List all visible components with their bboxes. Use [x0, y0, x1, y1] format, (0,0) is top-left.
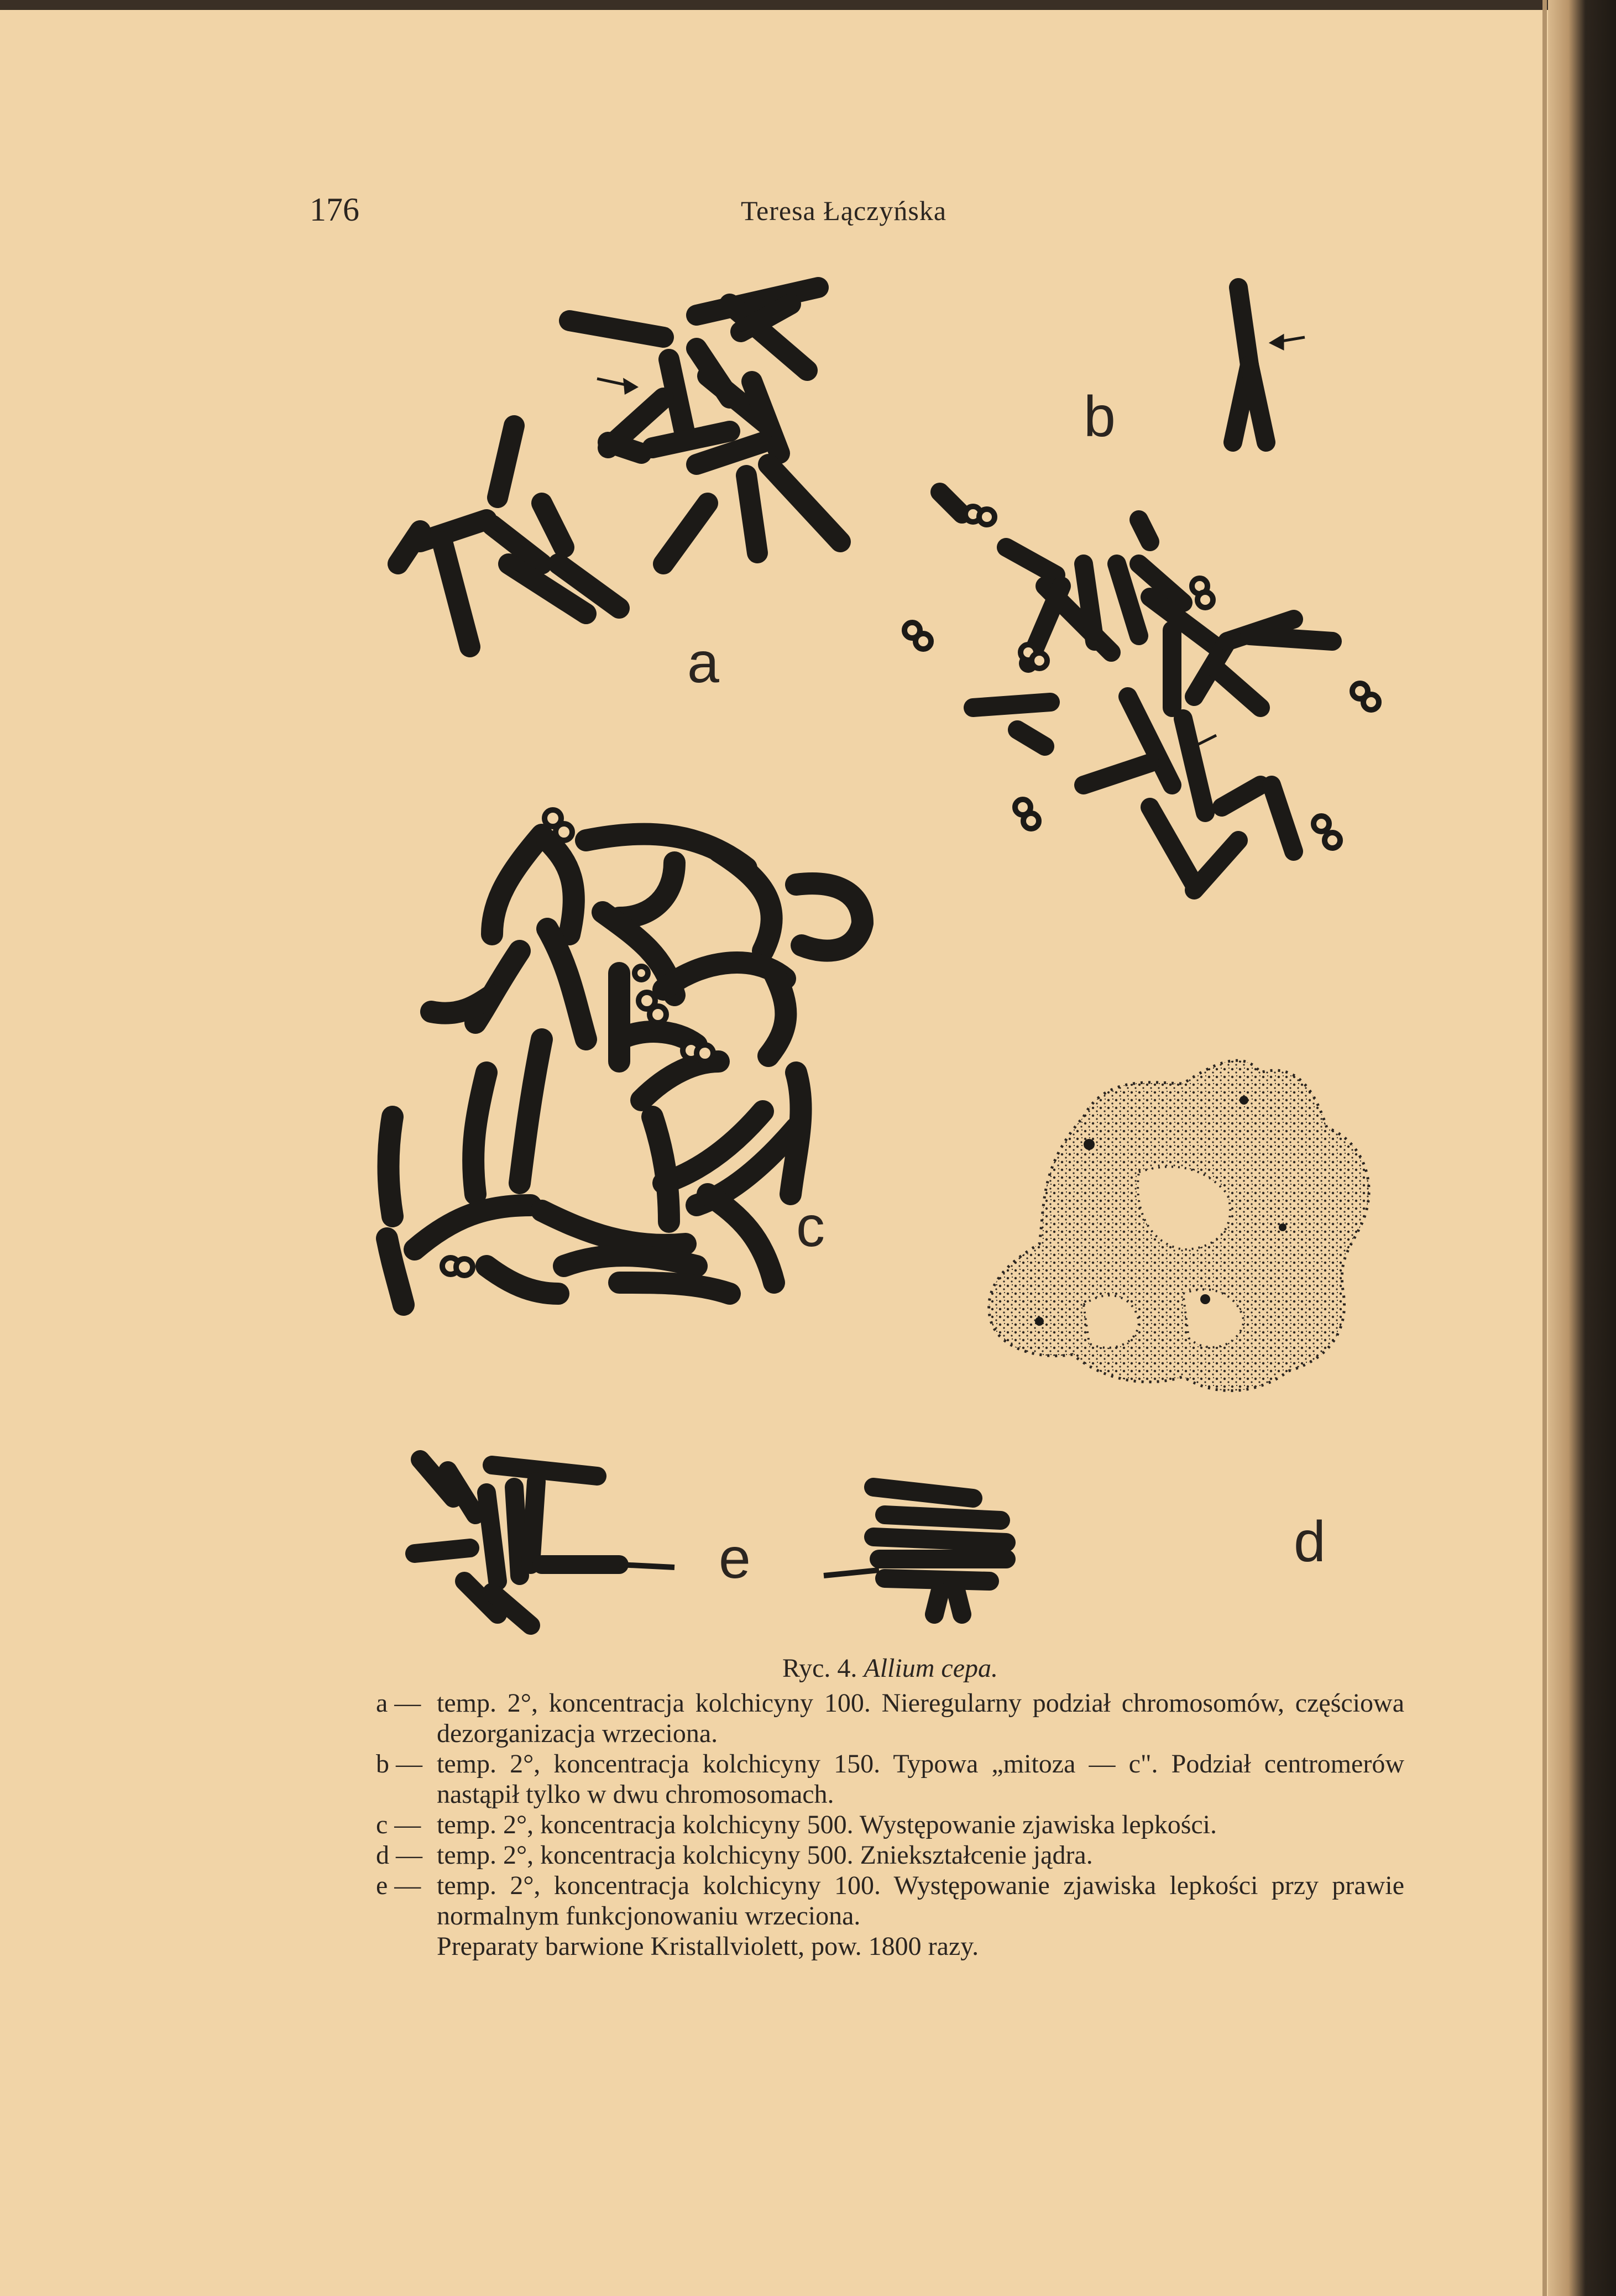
panel-label-a: a	[687, 631, 719, 695]
caption-text: temp. 2°, koncentracja kolchicyny 100. Występowanie zjawiska lepkości przy prawie normalnym funkcjonowaniu wrzeciona.	[437, 1871, 1404, 1931]
panel-label-d: d	[1294, 1510, 1326, 1574]
caption-text: temp. 2°, koncentracja kolchicyny 500. Zniekształcenie jądra.	[437, 1840, 1093, 1870]
figure-caption	[376, 1653, 1404, 1962]
caption-staining-note: Preparaty barwione Kristallviolett, pow. 1800 razy.	[437, 1932, 979, 1961]
panel-e-chromosomes	[415, 1460, 1006, 1625]
panel-c-chromosomes	[387, 834, 862, 1305]
caption-key: c —	[376, 1810, 421, 1839]
running-head-author: Teresa Łączyńska	[741, 195, 947, 226]
caption-key: e —	[376, 1871, 421, 1900]
caption-item-e	[376, 1870, 1404, 1931]
panel-label-e: e	[719, 1526, 751, 1591]
chromosome-drawings	[310, 254, 1432, 1670]
page-number: 176	[310, 191, 359, 228]
scan-top-edge	[0, 0, 1616, 10]
arrow-marker-a	[597, 379, 636, 393]
caption-text: temp. 2°, koncentracja kolchicyny 100. Nieregularny podział chromosomów, częściowa dezorganizacja wrzeciona.	[437, 1688, 1404, 1748]
caption-title-prefix: Ryc. 4.	[782, 1654, 857, 1683]
caption-key: d —	[376, 1840, 422, 1870]
panel-d-nucleus	[989, 1060, 1369, 1390]
panel-label-c: c	[796, 1195, 825, 1259]
panel-b-chromosomes	[940, 287, 1332, 890]
chromosome-figure	[310, 254, 1432, 1670]
caption-item-b	[376, 1749, 1404, 1809]
caption-title-species: Allium cepa.	[864, 1654, 998, 1683]
caption-title	[376, 1653, 1404, 1683]
caption-key: a —	[376, 1688, 421, 1718]
caption-item-c	[376, 1809, 1404, 1840]
caption-item-d	[376, 1840, 1404, 1870]
caption-text: temp. 2°, koncentracja kolchicyny 150. Typowa „mitoza — c". Podział centromerów nastąpił tylko w dwu chromosomach.	[437, 1749, 1404, 1809]
page-gutter	[1542, 0, 1547, 2296]
caption-item-a	[376, 1688, 1404, 1749]
caption-key: b —	[376, 1749, 422, 1779]
panel-label-b: b	[1084, 385, 1116, 449]
caption-text: temp. 2°, koncentracja kolchicyny 500. Występowanie zjawiska lepkości.	[437, 1810, 1217, 1839]
panel-a-chromosomes	[398, 287, 840, 647]
book-binding-edge	[1548, 0, 1616, 2296]
